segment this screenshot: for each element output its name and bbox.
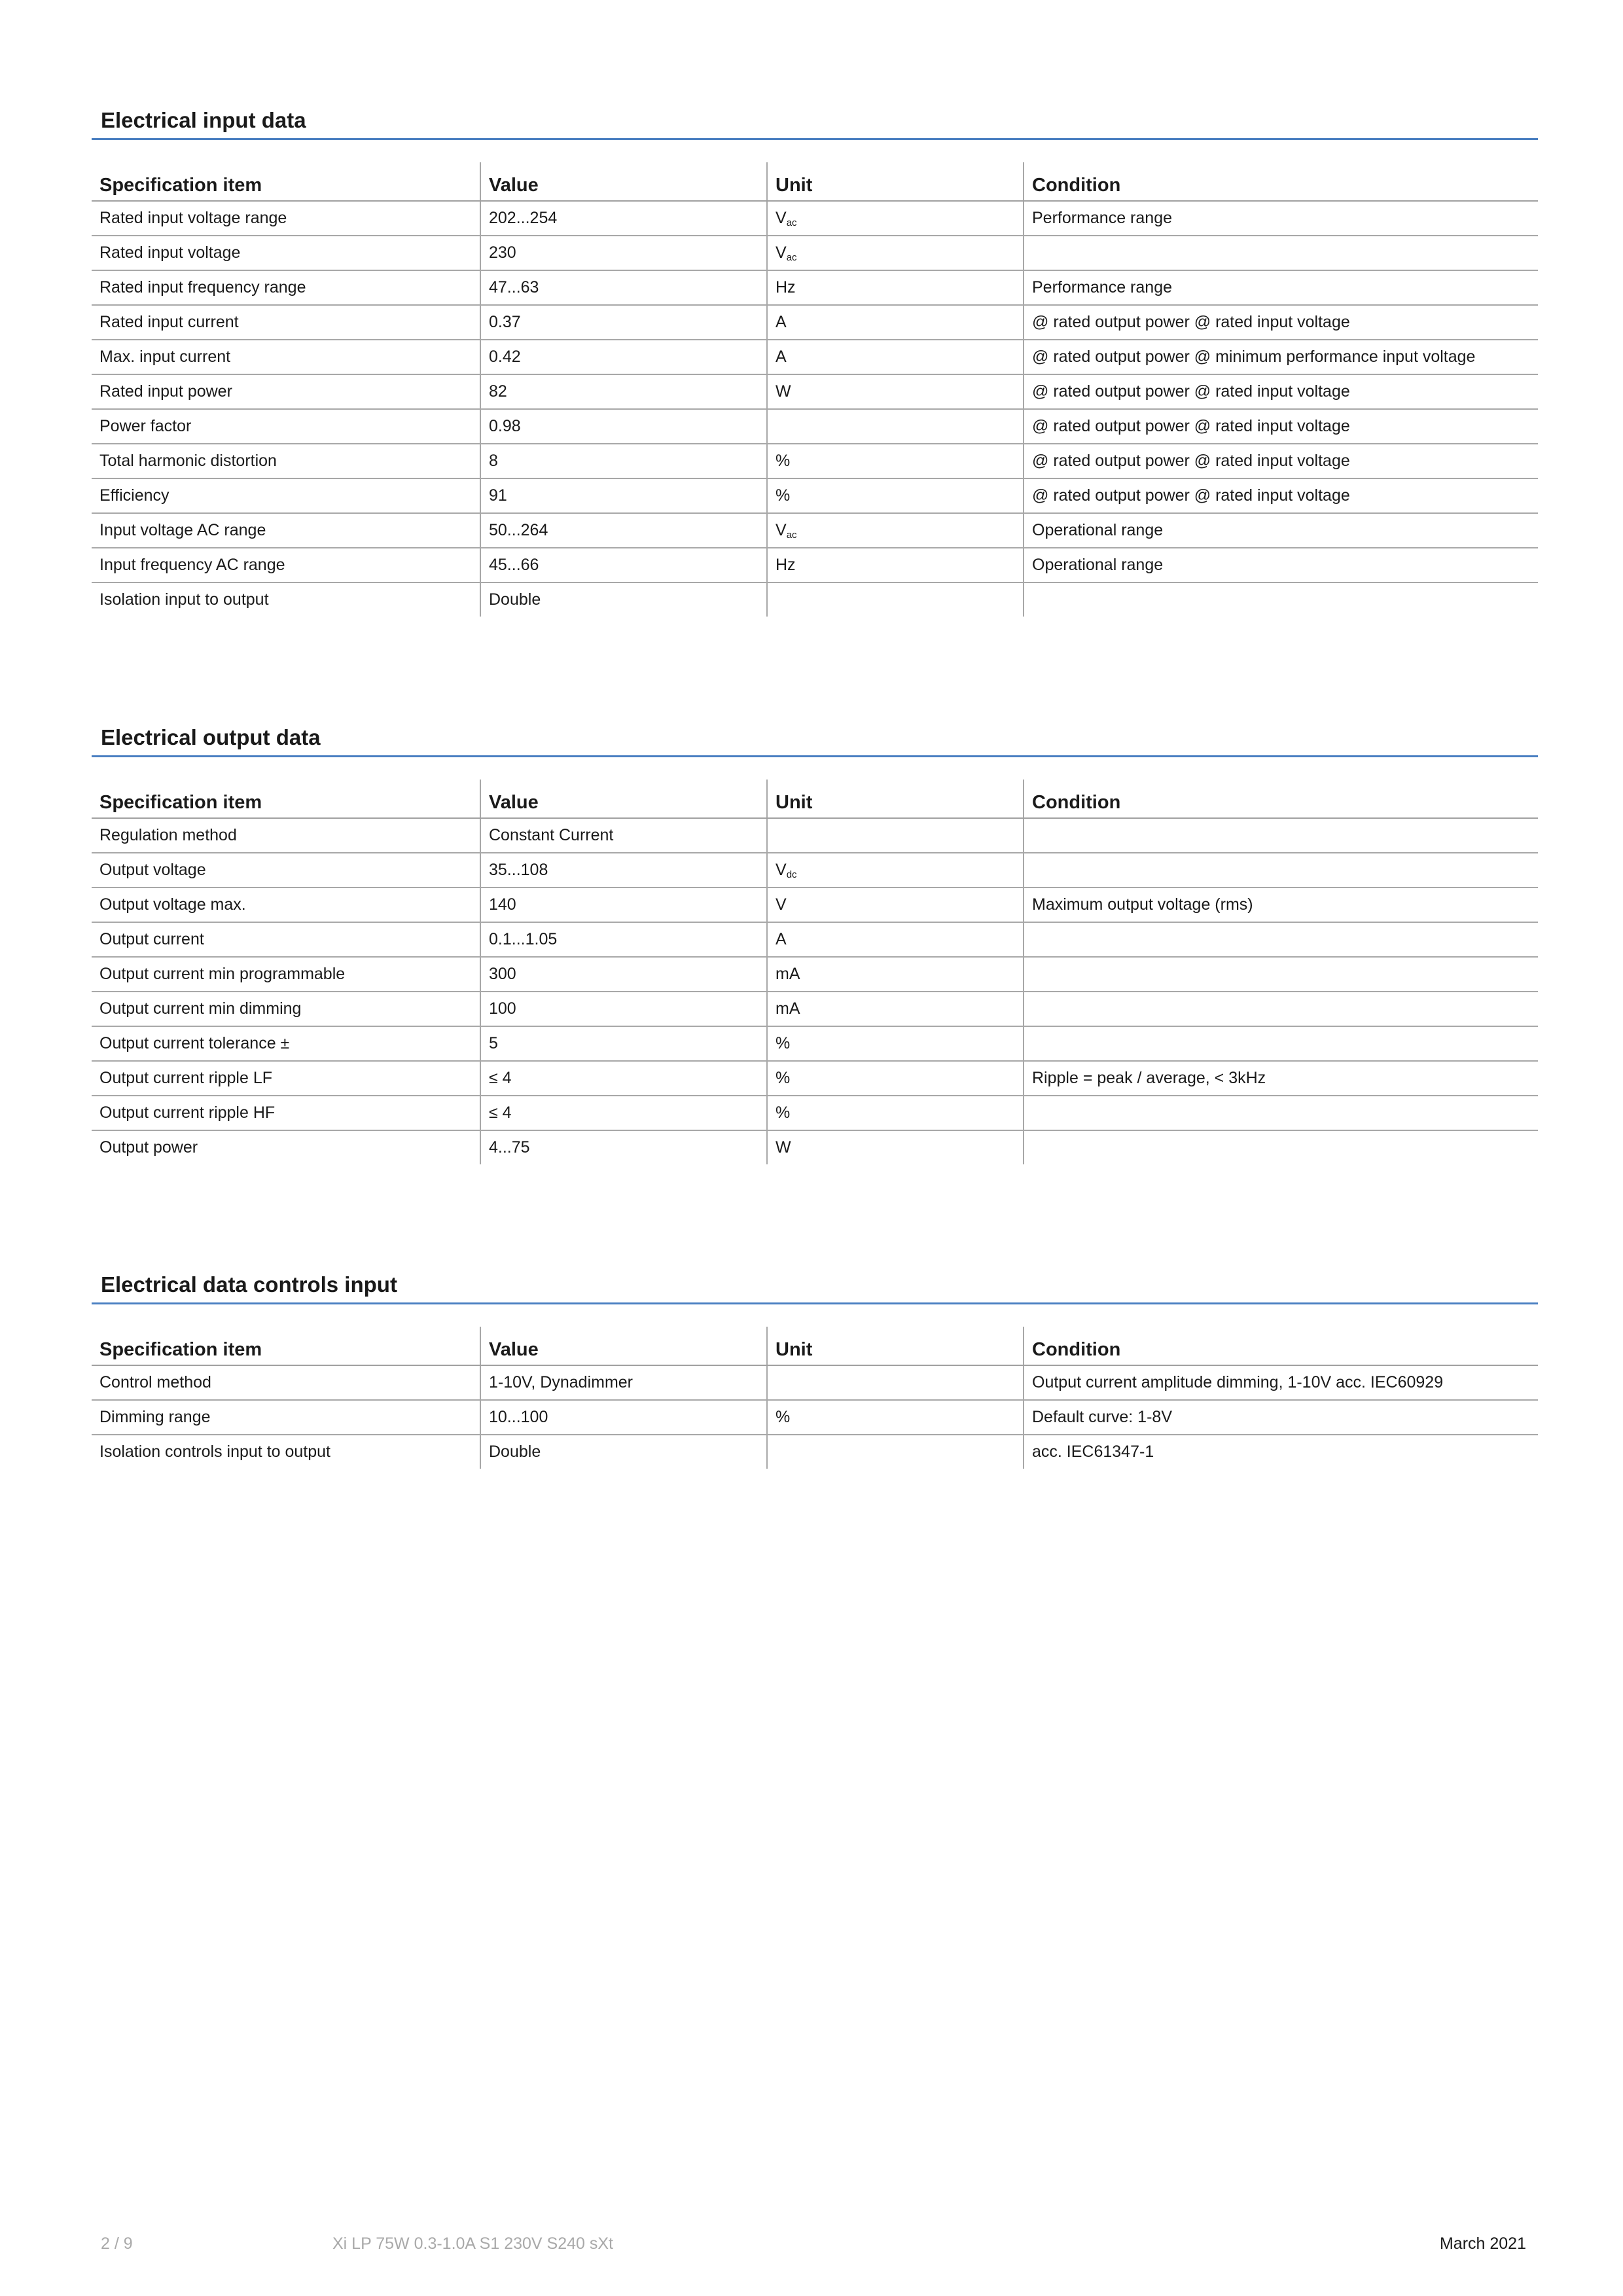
unit-symbol: % — [776, 1068, 791, 1087]
cell-condition — [1024, 853, 1538, 888]
cell-condition: @ rated output power @ minimum performance input voltage — [1024, 340, 1538, 374]
cell-unit — [767, 992, 1024, 1026]
unit-symbol: Hz — [776, 278, 796, 296]
table-row — [92, 1365, 1538, 1400]
table-row — [92, 957, 1538, 992]
cell-item: Rated input current — [92, 305, 480, 340]
table-row — [92, 992, 1538, 1026]
column-header: Condition — [1024, 780, 1538, 818]
cell-condition: Operational range — [1024, 548, 1538, 583]
cell-value: 0.42 — [480, 340, 767, 374]
column-header: Specification item — [92, 162, 480, 201]
cell-value: 0.1...1.05 — [480, 922, 767, 957]
cell-value: 5 — [480, 1026, 767, 1061]
cell-unit — [767, 236, 1024, 270]
cell-unit — [767, 583, 1024, 617]
unit-symbol: A — [776, 347, 787, 366]
unit-symbol: W — [776, 382, 791, 401]
cell-condition: Maximum output voltage (rms) — [1024, 888, 1538, 922]
cell-item: Output current ripple LF — [92, 1061, 480, 1096]
unit-symbol: mA — [776, 999, 800, 1018]
cell-condition — [1024, 583, 1538, 617]
unit-symbol: % — [776, 1033, 791, 1052]
cell-unit — [767, 1365, 1024, 1400]
table-row — [92, 201, 1538, 236]
column-header: Value — [480, 780, 767, 818]
table-row — [92, 374, 1538, 409]
unit-symbol: % — [776, 451, 791, 470]
cell-value: Double — [480, 583, 767, 617]
unit-subscript: ac — [786, 217, 797, 228]
cell-item: Isolation controls input to output — [99, 1443, 331, 1461]
table-row — [92, 1061, 1538, 1096]
unit-symbol: % — [776, 1407, 791, 1426]
cell-item: Rated input frequency range — [92, 270, 480, 305]
cell-value: 1-10V, Dynadimmer — [480, 1365, 767, 1400]
table-row — [92, 513, 1538, 548]
column-header: Value — [480, 162, 767, 201]
cell-condition: Output current amplitude dimming, 1-10V acc. IEC60929 — [1024, 1365, 1538, 1400]
cell-value: 91 — [480, 478, 767, 513]
table-row — [92, 409, 1538, 444]
column-header: Unit — [767, 1327, 1024, 1365]
cell-condition — [1024, 1096, 1538, 1130]
cell-value: 82 — [480, 374, 767, 409]
cell-condition — [1024, 922, 1538, 957]
cell-value: 0.37 — [480, 305, 767, 340]
table-row — [92, 340, 1538, 374]
cell-unit — [767, 1026, 1024, 1061]
cell-unit — [767, 1061, 1024, 1096]
cell-unit — [767, 1400, 1024, 1435]
table-row — [92, 1400, 1538, 1435]
cell-value: Double — [480, 1435, 767, 1469]
cell-item: Output voltage max. — [92, 888, 480, 922]
table-row — [92, 853, 1538, 888]
cell-item: Rated input power — [92, 374, 480, 409]
unit-symbol: V — [776, 895, 787, 914]
column-header: Condition — [1024, 162, 1538, 201]
unit-symbol: mA — [776, 964, 800, 983]
cell-item: Dimming range — [92, 1400, 480, 1435]
unit-symbol: % — [776, 486, 791, 505]
section-title-output: Electrical output data — [92, 720, 1538, 757]
cell-item: Input voltage AC range — [92, 513, 480, 548]
cell-item: Control method — [92, 1365, 480, 1400]
cell-condition — [1024, 992, 1538, 1026]
table-row — [92, 236, 1538, 270]
unit-symbol: % — [776, 1103, 791, 1122]
cell-value: 50...264 — [480, 513, 767, 548]
cell-condition: @ rated output power @ rated input voltage — [1024, 409, 1538, 444]
section-electrical-output — [92, 720, 1538, 1164]
cell-item: Output current min dimming — [92, 992, 480, 1026]
cell-unit — [767, 957, 1024, 992]
document-date: March 2021 — [1439, 2234, 1526, 2253]
cell-unit — [767, 444, 1024, 478]
cell-unit — [767, 478, 1024, 513]
product-name: Xi LP 75W 0.3-1.0A S1 230V S240 sXt — [332, 2234, 613, 2253]
table-row — [92, 444, 1538, 478]
cell-item: Output power — [99, 1138, 198, 1157]
cell-unit — [767, 201, 1024, 236]
column-header: Condition — [1024, 1327, 1538, 1365]
cell-condition: @ rated output power @ rated input voltage — [1024, 305, 1538, 340]
table-row — [92, 270, 1538, 305]
cell-unit — [767, 1096, 1024, 1130]
page-number: 2 / 9 — [101, 2234, 133, 2253]
cell-item: Output current tolerance ± — [92, 1026, 480, 1061]
cell-item: Total harmonic distortion — [92, 444, 480, 478]
cell-item: Isolation input to output — [99, 590, 269, 609]
table-row — [92, 583, 1538, 617]
unit-subscript: ac — [786, 529, 797, 541]
cell-value: 35...108 — [480, 853, 767, 888]
cell-unit — [767, 1435, 1024, 1469]
table-row — [92, 1026, 1538, 1061]
output-data-table — [92, 780, 1538, 1164]
table-row — [92, 1435, 1538, 1469]
cell-unit — [767, 305, 1024, 340]
cell-value: 230 — [480, 236, 767, 270]
column-header: Specification item — [92, 1327, 480, 1365]
section-title-controls: Electrical data controls input — [92, 1267, 1538, 1304]
cell-value: 0.98 — [480, 409, 767, 444]
cell-condition — [1024, 818, 1538, 853]
cell-value: ≤ 4 — [480, 1096, 767, 1130]
cell-item: Efficiency — [92, 478, 480, 513]
table-row — [92, 818, 1538, 853]
table-row — [92, 922, 1538, 957]
table-header-row — [92, 162, 1538, 201]
cell-condition — [1024, 957, 1538, 992]
cell-condition: Performance range — [1024, 270, 1538, 305]
cell-condition — [1024, 1130, 1538, 1164]
cell-value: 140 — [480, 888, 767, 922]
cell-value: 300 — [480, 957, 767, 992]
cell-value: ≤ 4 — [480, 1061, 767, 1096]
column-header: Unit — [767, 780, 1024, 818]
cell-unit — [767, 340, 1024, 374]
cell-condition: Performance range — [1024, 201, 1538, 236]
cell-unit — [767, 922, 1024, 957]
cell-item: Power factor — [92, 409, 480, 444]
cell-value: 8 — [480, 444, 767, 478]
cell-unit — [767, 270, 1024, 305]
cell-value: Constant Current — [480, 818, 767, 853]
column-header: Unit — [767, 162, 1024, 201]
cell-condition: Operational range — [1024, 513, 1538, 548]
cell-item: Output voltage — [92, 853, 480, 888]
cell-condition: Default curve: 1-8V — [1024, 1400, 1538, 1435]
table-row — [92, 1096, 1538, 1130]
controls-data-table — [92, 1327, 1538, 1469]
cell-unit — [767, 374, 1024, 409]
unit-symbol: V — [776, 243, 787, 262]
cell-value: 45...66 — [480, 548, 767, 583]
cell-item: Output current — [92, 922, 480, 957]
unit-symbol: V — [776, 208, 787, 227]
cell-unit — [767, 513, 1024, 548]
unit-symbol: V — [776, 520, 787, 539]
table-row — [92, 548, 1538, 583]
cell-unit — [767, 888, 1024, 922]
cell-value: 4...75 — [480, 1130, 767, 1164]
cell-item: Input frequency AC range — [92, 548, 480, 583]
input-data-table — [92, 162, 1538, 617]
cell-condition: @ rated output power @ rated input voltage — [1024, 478, 1538, 513]
cell-item: Output current ripple HF — [92, 1096, 480, 1130]
section-title-input: Electrical input data — [92, 103, 1538, 140]
unit-symbol: W — [776, 1138, 791, 1157]
cell-condition: @ rated output power @ rated input voltage — [1024, 444, 1538, 478]
table-header-row — [92, 1327, 1538, 1365]
unit-symbol: V — [776, 860, 787, 879]
unit-symbol: Hz — [776, 555, 796, 574]
cell-condition — [1024, 1026, 1538, 1061]
cell-item: Output current min programmable — [92, 957, 480, 992]
table-row — [92, 305, 1538, 340]
cell-item: Rated input voltage range — [92, 201, 480, 236]
unit-subscript: ac — [786, 251, 797, 263]
cell-value: 202...254 — [480, 201, 767, 236]
table-row — [92, 478, 1538, 513]
cell-unit — [767, 1130, 1024, 1164]
cell-value: 100 — [480, 992, 767, 1026]
cell-unit — [767, 818, 1024, 853]
unit-symbol: A — [776, 929, 787, 948]
section-electrical-controls — [92, 1267, 1538, 1469]
cell-item: Max. input current — [92, 340, 480, 374]
cell-value: 47...63 — [480, 270, 767, 305]
cell-condition — [1024, 236, 1538, 270]
unit-symbol: A — [776, 312, 787, 331]
cell-condition: @ rated output power @ rated input voltage — [1024, 374, 1538, 409]
column-header: Value — [480, 1327, 767, 1365]
cell-condition: Ripple = peak / average, < 3kHz — [1024, 1061, 1538, 1096]
column-header: Specification item — [92, 780, 480, 818]
cell-unit — [767, 853, 1024, 888]
cell-item: Rated input voltage — [92, 236, 480, 270]
table-row — [92, 888, 1538, 922]
unit-subscript: dc — [786, 869, 797, 880]
table-header-row — [92, 780, 1538, 818]
table-row — [92, 1130, 1538, 1164]
cell-unit — [767, 548, 1024, 583]
cell-item: Regulation method — [92, 818, 480, 853]
section-electrical-input — [92, 103, 1538, 617]
cell-value: 10...100 — [480, 1400, 767, 1435]
cell-condition: acc. IEC61347-1 — [1024, 1435, 1538, 1469]
cell-unit — [767, 409, 1024, 444]
